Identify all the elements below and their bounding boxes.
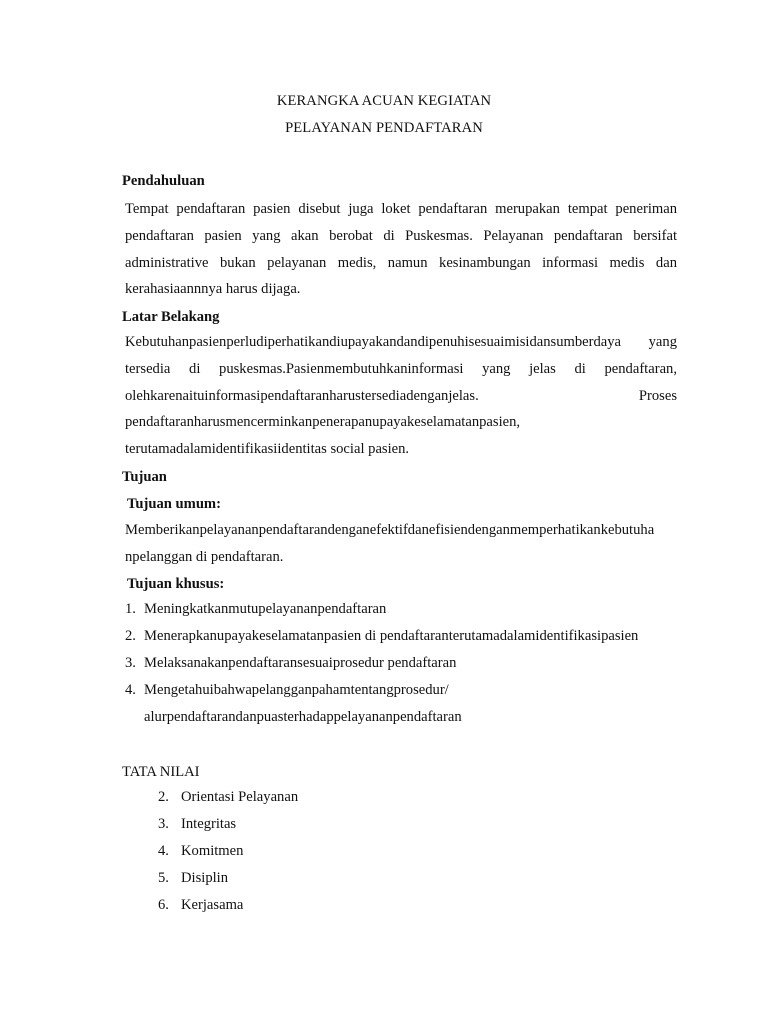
list-item-number: 3. bbox=[125, 655, 136, 671]
subheading-tujuan-khusus: Tujuan khusus: bbox=[127, 576, 225, 592]
text-line: pendaftaranharusmencerminkanpenerapanupayakeselamatanpasien, bbox=[125, 414, 521, 431]
section-heading-tata-nilai: TATA NILAI bbox=[122, 764, 200, 780]
document-title-line-1: KERANGKA ACUAN KEGIATAN bbox=[276, 93, 492, 109]
list-item bbox=[125, 623, 685, 650]
list-item-number: 6. bbox=[158, 897, 169, 913]
subheading-tujuan-umum: Tujuan umum: bbox=[127, 496, 221, 512]
text-line: npelanggan di pendaftaran. bbox=[125, 548, 284, 565]
text-line: Tempat pendaftaran pasien disebut juga loket pendaftaran merupakan tempat peneriman bbox=[125, 201, 677, 217]
list-item-number: 1. bbox=[125, 601, 136, 617]
list-item bbox=[125, 596, 685, 623]
list-item-number: 5. bbox=[158, 870, 169, 886]
list-item-text: Meningkatkanmutupelayananpendaftaran bbox=[144, 601, 387, 617]
list-item-continuation bbox=[125, 704, 685, 731]
list-item bbox=[158, 811, 458, 838]
document-title-line-2: PELAYANAN PENDAFTARAN bbox=[285, 120, 483, 136]
tata-nilai-list bbox=[158, 784, 458, 919]
tujuan-khusus-list bbox=[125, 596, 685, 731]
section-heading-pendahuluan: Pendahuluan bbox=[122, 173, 205, 189]
list-item bbox=[125, 677, 685, 704]
list-item-text: alurpendaftarandanpuasterhadappelayananpendaftaran bbox=[144, 709, 462, 725]
list-item-text: Komitmen bbox=[181, 843, 244, 859]
list-item bbox=[125, 650, 685, 677]
text-line: pendaftaran pasien yang akan berobat di Puskesmas. Pelayanan pendaftaran bersifat bbox=[125, 227, 677, 244]
tujuan-umum-paragraph bbox=[125, 517, 677, 571]
list-item-number: 4. bbox=[125, 682, 136, 698]
list-item-text: Disiplin bbox=[181, 870, 229, 886]
text-line: Memberikanpelayananpendaftarandenganefektifdanefisiendenganmemperhatikankebutuha bbox=[125, 522, 655, 538]
text-line: terutamadalamidentifikasiidentitas social pasien. bbox=[125, 441, 410, 458]
list-item-number: 2. bbox=[125, 628, 136, 644]
latar-belakang-paragraph bbox=[125, 329, 677, 463]
list-item-text: Menerapkanupayakeselamatanpasien di pendaftaranterutamadalamidentifikasipasien bbox=[144, 628, 639, 644]
list-item-text: Mengetahuibahwapelangganpahamtentangprosedur/ bbox=[144, 682, 449, 698]
text-line: administrative bukan pelayanan medis, namun kesinambungan informasi medis dan bbox=[125, 254, 677, 271]
list-item-text: Melaksanakanpendaftaransesuaiprosedur pendaftaran bbox=[144, 655, 457, 671]
list-item-text: Integritas bbox=[181, 816, 237, 832]
text-line: Kebutuhanpasienperludiperhatikandiupayakandandipenuhisesuaimisidansumberdaya yang bbox=[125, 334, 677, 350]
text-line: kerahasiaannnya harus dijaga. bbox=[125, 281, 301, 298]
list-item-number: 4. bbox=[158, 843, 169, 859]
text-line: olehkarenaituinformasipendaftaranharustersediadenganjelas. Proses bbox=[125, 387, 677, 404]
list-item-text: Orientasi Pelayanan bbox=[181, 789, 299, 805]
list-item bbox=[158, 865, 458, 892]
section-heading-latar-belakang: Latar Belakang bbox=[122, 309, 220, 325]
list-item-number: 3. bbox=[158, 816, 169, 832]
section-heading-tujuan: Tujuan bbox=[122, 469, 167, 485]
text-line: tersedia di puskesmas.Pasienmembutuhkaninformasi yang jelas di pendaftaran, bbox=[125, 360, 677, 377]
pendahuluan-paragraph bbox=[125, 196, 677, 303]
list-item bbox=[158, 838, 458, 865]
list-item bbox=[158, 784, 458, 811]
list-item bbox=[158, 892, 458, 919]
list-item-number: 2. bbox=[158, 789, 169, 805]
list-item-text: Kerjasama bbox=[181, 897, 244, 913]
